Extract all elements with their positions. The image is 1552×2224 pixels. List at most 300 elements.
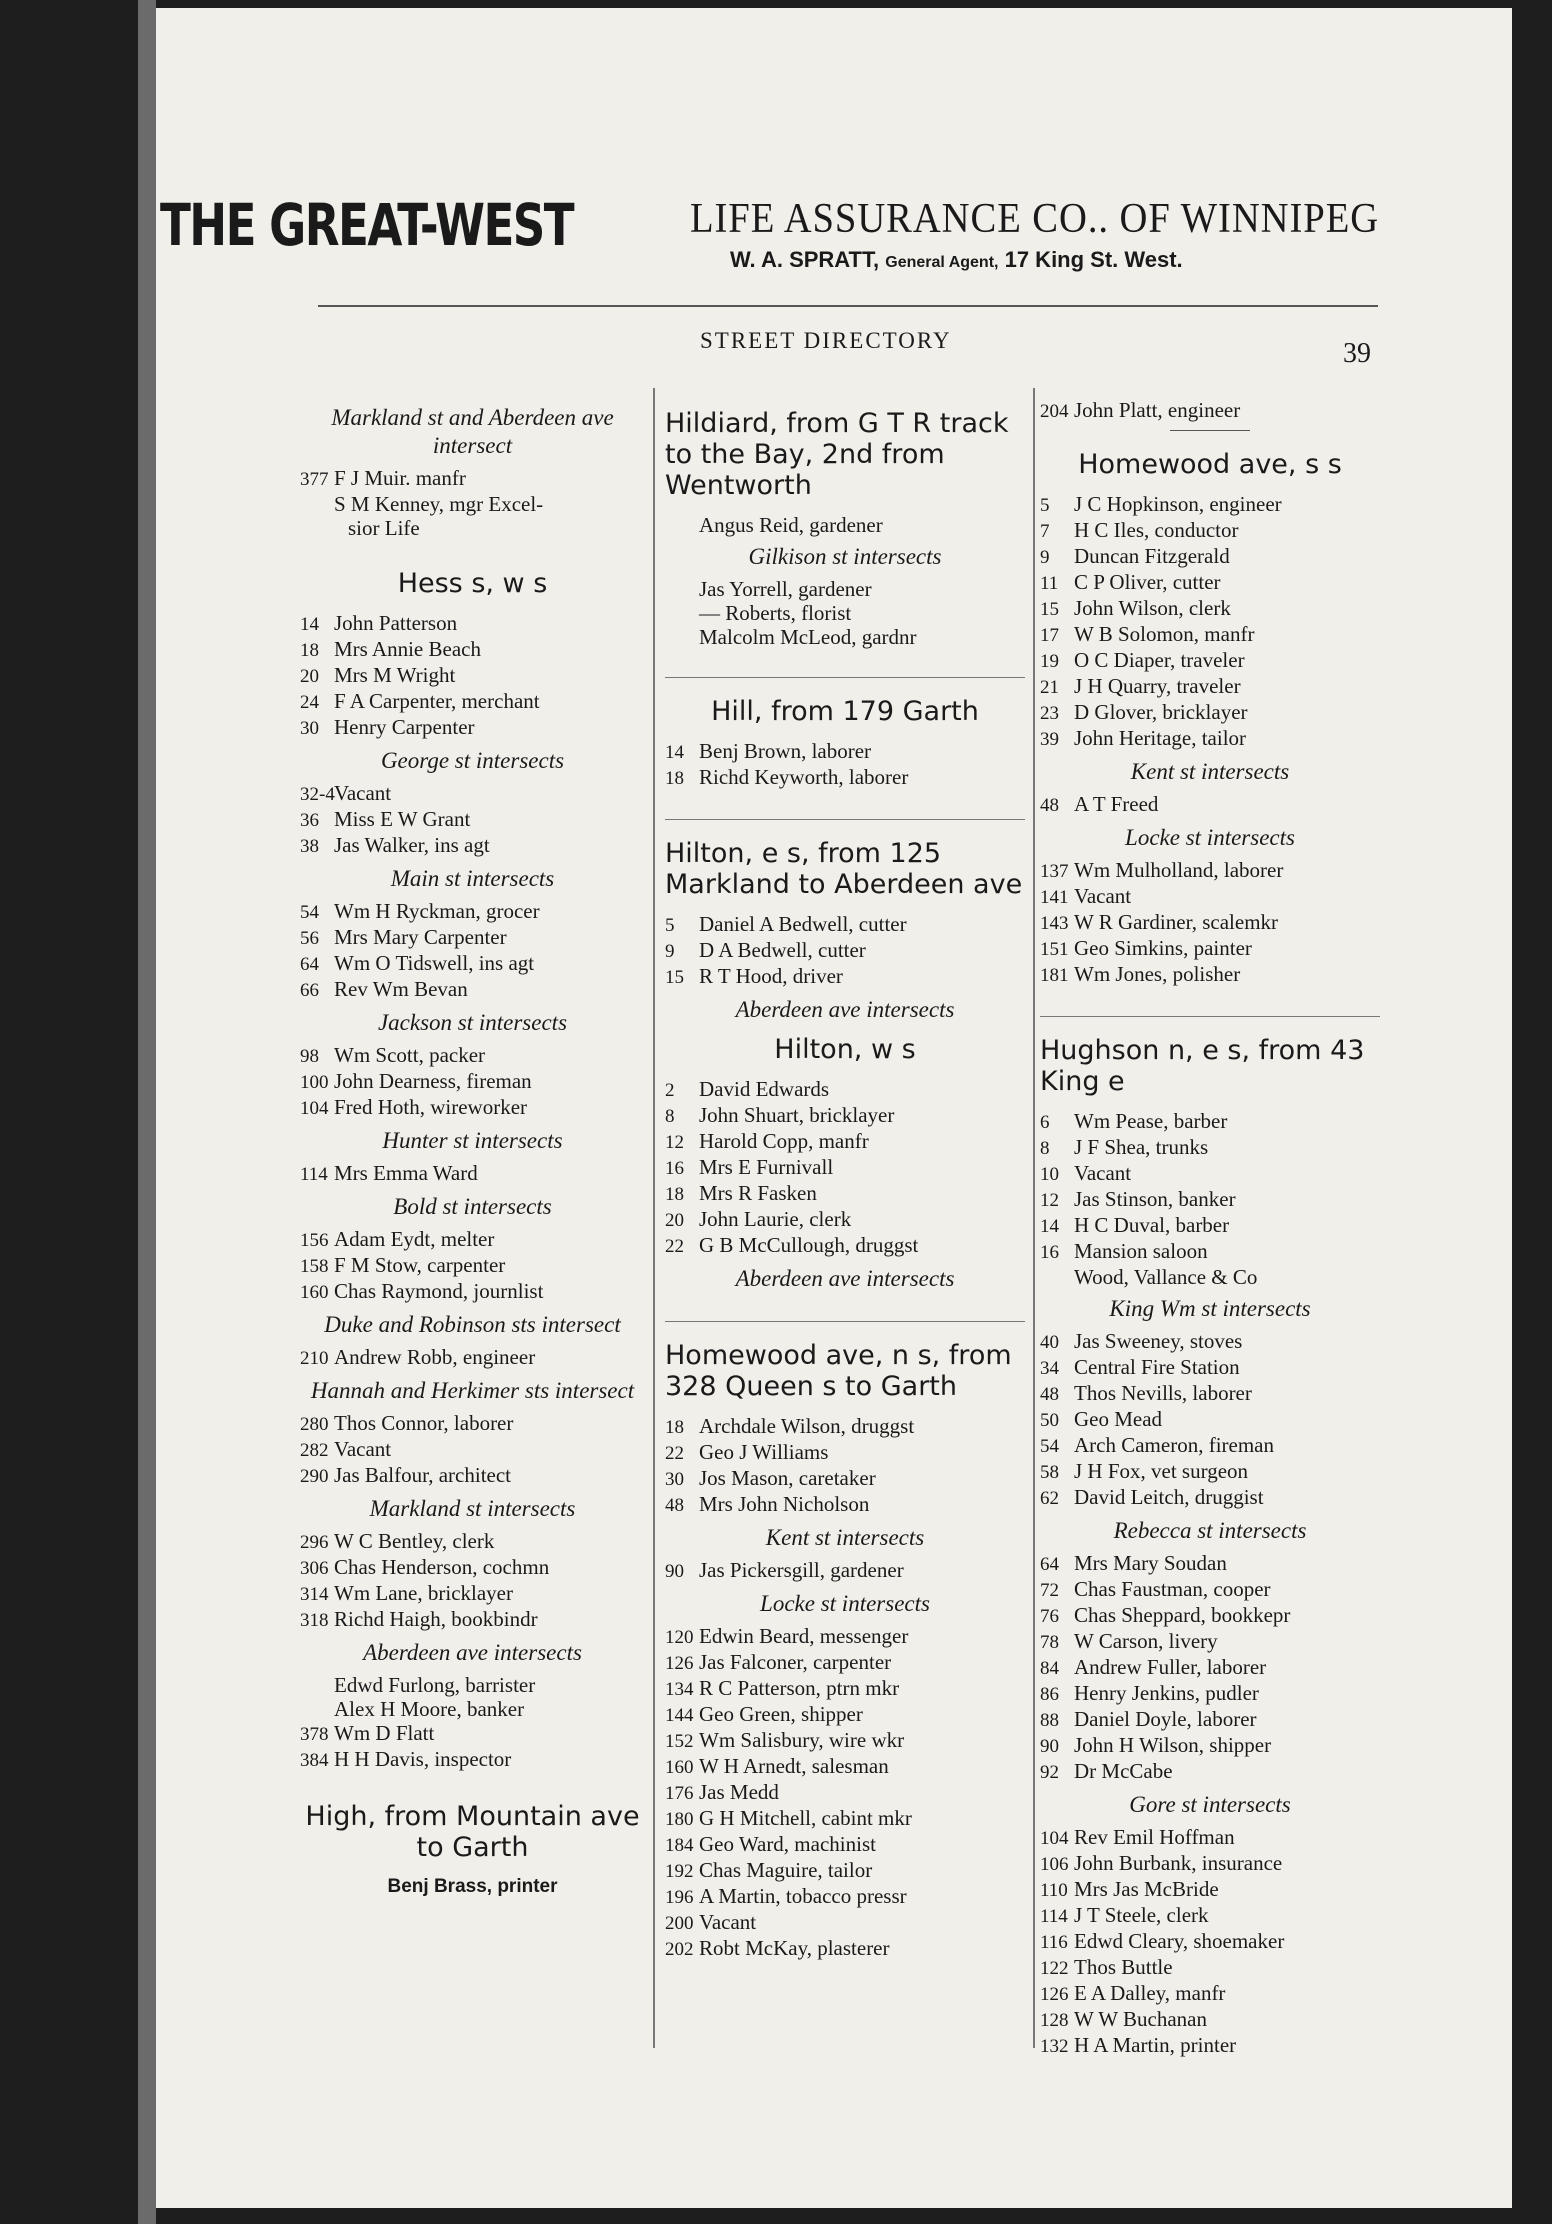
resident-name: Fred Hoth, wireworker (334, 1095, 528, 1119)
house-number: 122 (1040, 1958, 1069, 1979)
directory-entry (300, 1437, 645, 1463)
column-divider (1033, 388, 1035, 2048)
house-number: 72 (1040, 1580, 1059, 1601)
house-number: 54 (300, 902, 319, 923)
street-heading: Hilton, w s (774, 1034, 916, 1065)
street-heading: Hill, from 179 Garth (711, 696, 979, 727)
house-number: 58 (1040, 1462, 1059, 1483)
house-number: 128 (1040, 2010, 1069, 2031)
house-number: 48 (1040, 795, 1059, 816)
directory-entry (300, 899, 645, 925)
directory-entry (665, 1650, 1025, 1676)
house-number: 2 (665, 1080, 675, 1101)
house-number: 84 (1040, 1658, 1059, 1679)
house-number: 34 (1040, 1358, 1059, 1379)
street-section (300, 568, 645, 1773)
house-number: 62 (1040, 1488, 1059, 1509)
directory-entry (665, 625, 1025, 649)
resident-name: John Shuart, bricklayer (699, 1103, 895, 1127)
intersection-note: King Wm st intersects (1109, 1296, 1311, 1321)
resident-name: R C Patterson, ptrn mkr (699, 1676, 900, 1700)
resident-name: J C Hopkinson, engineer (1074, 492, 1282, 516)
house-number: 143 (1040, 913, 1069, 934)
resident-name: W Carson, livery (1074, 1629, 1218, 1653)
directory-entry (300, 689, 645, 715)
house-number: 384 (300, 1750, 329, 1771)
house-number: 196 (665, 1887, 694, 1908)
directory-entry: Benj Brass, printer (387, 1876, 558, 1897)
directory-entry (1040, 1655, 1380, 1681)
directory-entry (300, 807, 645, 833)
street-section (665, 838, 1025, 1293)
resident-name: Vacant (1074, 884, 1132, 908)
resident-name: Mrs Annie Beach (334, 637, 481, 661)
directory-entry (665, 964, 1025, 990)
resident-name: C P Oliver, cutter (1074, 570, 1221, 594)
house-number: 100 (300, 1072, 329, 1093)
short-rule (1170, 430, 1250, 431)
resident-name: W B Solomon, manfr (1074, 622, 1255, 646)
directory-entry (665, 1884, 1025, 1910)
street-heading: Hess s, w s (397, 568, 548, 599)
house-number: 6 (1040, 1112, 1050, 1133)
resident-name: Angus Reid, gardener (699, 513, 883, 537)
resident-name: John Platt, engineer (1074, 398, 1241, 422)
resident-name: Wm Mulholland, laborer (1074, 858, 1284, 882)
directory-entry (1040, 858, 1380, 884)
house-number: 16 (1040, 1242, 1059, 1263)
directory-entry (665, 938, 1025, 964)
directory-entry (665, 1558, 1025, 1584)
directory-entry (1040, 1929, 1380, 1955)
street-heading: Hughson n, e s, from 43 King e (1040, 1035, 1365, 1097)
house-number: 200 (665, 1913, 694, 1934)
house-number: 50 (1040, 1410, 1059, 1431)
resident-name: John Heritage, tailor (1074, 726, 1247, 750)
resident-name: Geo J Williams (699, 1440, 829, 1464)
directory-entry (1040, 910, 1380, 936)
resident-name: Dr McCabe (1074, 1759, 1173, 1783)
directory-entry (300, 1253, 645, 1279)
directory-entry (1040, 1187, 1380, 1213)
house-number: 32-4 (300, 784, 335, 805)
resident-name: Jas Yorrell, gardener (699, 577, 872, 601)
street-section (665, 696, 1025, 791)
resident-name: John Wilson, clerk (1074, 596, 1231, 620)
resident-name: Arch Cameron, fireman (1074, 1433, 1275, 1457)
house-number: 280 (300, 1414, 329, 1435)
directory-entry (1040, 1629, 1380, 1655)
street-section (665, 408, 1025, 649)
resident-name: Rev Wm Bevan (334, 977, 468, 1001)
resident-name: R T Hood, driver (699, 964, 843, 988)
directory-entry (665, 1624, 1025, 1650)
house-number: 12 (1040, 1190, 1059, 1211)
house-number: 18 (665, 1184, 684, 1205)
resident-name: Geo Simkins, painter (1074, 936, 1252, 960)
house-number: 181 (1040, 965, 1069, 986)
directory-entry (300, 1673, 645, 1697)
house-number: 106 (1040, 1854, 1069, 1875)
directory-entry (665, 912, 1025, 938)
directory-entry (300, 833, 645, 859)
directory-entry (1040, 1851, 1380, 1877)
directory-entry (1040, 596, 1380, 622)
resident-name: John H Wilson, shipper (1074, 1733, 1272, 1757)
house-number: 56 (300, 928, 319, 949)
street-heading: Hilton, e s, from 125 Markland to Aberdeen ave (665, 838, 1023, 900)
house-number: 48 (1040, 1384, 1059, 1405)
resident-name: John Laurie, clerk (699, 1207, 852, 1231)
house-number: 22 (665, 1236, 684, 1257)
resident-name: Vacant (699, 1910, 757, 1934)
resident-name: Wm Scott, packer (334, 1043, 486, 1067)
house-number: 30 (300, 718, 319, 739)
company-name: LIFE ASSURANCE CO.. OF WINNIPEG (690, 196, 1380, 242)
directory-entry (300, 977, 645, 1003)
resident-name: D A Bedwell, cutter (699, 938, 866, 962)
street-section (1040, 1035, 1380, 2059)
house-number: 160 (665, 1757, 694, 1778)
house-number: 54 (1040, 1436, 1059, 1457)
house-number: 38 (300, 836, 319, 857)
directory-entry (300, 1747, 645, 1773)
resident-name: Wm Lane, bricklayer (334, 1581, 513, 1605)
directory-entry (300, 611, 645, 637)
directory-entry (665, 1233, 1025, 1259)
house-number: 126 (1040, 1984, 1069, 2005)
header-rule (318, 305, 1378, 307)
house-number: 202 (665, 1939, 694, 1960)
resident-name: Chas Sheppard, bookkepr (1074, 1603, 1291, 1627)
resident-name: E A Dalley, manfr (1074, 1981, 1226, 2005)
directory-entry (1040, 1825, 1380, 1851)
directory-entry (1040, 492, 1380, 518)
directory-entry (1040, 1551, 1380, 1577)
resident-name: J F Shea, trunks (1074, 1135, 1209, 1159)
directory-entry (665, 765, 1025, 791)
resident-name: Mrs R Fasken (699, 1181, 817, 1205)
directory-entry (300, 1345, 645, 1371)
directory-entry (665, 1910, 1025, 1936)
house-number: 48 (665, 1495, 684, 1516)
street-heading: Hildiard, from G T R track to the Bay, 2nd from Wentworth (665, 408, 1009, 501)
intersection-note: Bold st intersects (393, 1194, 552, 1219)
house-number: 90 (665, 1561, 684, 1582)
resident-name: Miss E W Grant (334, 807, 471, 831)
directory-entry (1040, 544, 1380, 570)
directory-entry (1040, 1161, 1380, 1187)
directory-entry (1040, 1903, 1380, 1929)
house-number: 40 (1040, 1332, 1059, 1353)
directory-entry (665, 1936, 1025, 1962)
directory-entry (1040, 518, 1380, 544)
resident-name: Jas Walker, ins agt (334, 833, 490, 857)
house-number: 76 (1040, 1606, 1059, 1627)
house-number: 158 (300, 1256, 329, 1277)
house-number: 296 (300, 1532, 329, 1553)
resident-name: G B McCullough, druggst (699, 1233, 919, 1257)
house-number: 21 (1040, 677, 1059, 698)
directory-entry (1040, 648, 1380, 674)
house-number: 104 (300, 1098, 329, 1119)
directory-entry (1040, 1707, 1380, 1733)
directory-entry (665, 601, 1025, 625)
resident-name: — Roberts, florist (699, 601, 852, 625)
house-number: 160 (300, 1282, 329, 1303)
resident-name: Chas Henderson, cochmn (334, 1555, 550, 1579)
resident-name: Mrs John Nicholson (699, 1492, 870, 1516)
resident-name: Rev Emil Hoffman (1074, 1825, 1235, 1849)
resident-name: F A Carpenter, merchant (334, 689, 540, 713)
directory-entry (1040, 2033, 1380, 2059)
directory-entry (300, 715, 645, 741)
house-number: 92 (1040, 1762, 1059, 1783)
column-2 (665, 398, 1025, 1990)
directory-entry (1040, 1733, 1380, 1759)
directory-entry (665, 1414, 1025, 1440)
directory-entry (1040, 570, 1380, 596)
intersection-note: Main st intersects (390, 866, 555, 891)
house-number: 14 (300, 614, 319, 635)
directory-entry (665, 1103, 1025, 1129)
running-head: STREET DIRECTORY (700, 328, 952, 353)
house-number: 9 (665, 941, 675, 962)
house-number: 8 (1040, 1138, 1050, 1159)
directory-entry (665, 1858, 1025, 1884)
directory-entry (300, 1043, 645, 1069)
entry-continuation: sior Life (348, 516, 420, 540)
resident-name: W C Bentley, clerk (334, 1529, 495, 1553)
resident-name: Chas Faustman, cooper (1074, 1577, 1271, 1601)
directory-entry (665, 1129, 1025, 1155)
directory-entry (1040, 1981, 1380, 2007)
directory-entry (665, 1728, 1025, 1754)
house-number: 5 (1040, 495, 1050, 516)
house-number: 17 (1040, 625, 1059, 646)
resident-name: Richd Haigh, bookbindr (334, 1607, 538, 1631)
house-number: 39 (1040, 729, 1059, 750)
directory-entry (665, 1806, 1025, 1832)
directory-entry (1040, 1381, 1380, 1407)
street-section (1040, 398, 1380, 988)
directory-entry (665, 1832, 1025, 1858)
directory-entry (665, 1207, 1025, 1233)
directory-entry (300, 925, 645, 951)
resident-name: J H Fox, vet surgeon (1074, 1459, 1249, 1483)
resident-name: Daniel Doyle, laborer (1074, 1707, 1257, 1731)
directory-entry (1040, 1109, 1380, 1135)
directory-entry (665, 1702, 1025, 1728)
directory-entry (1040, 726, 1380, 752)
binding-spine (138, 0, 156, 2224)
directory-entry (1040, 1433, 1380, 1459)
resident-name: Wm O Tidswell, ins agt (334, 951, 535, 975)
directory-entry (300, 1279, 645, 1305)
house-number: 120 (665, 1627, 694, 1648)
house-number: 132 (1040, 2036, 1069, 2057)
house-number: 184 (665, 1835, 694, 1856)
directory-entry (665, 1181, 1025, 1207)
resident-name: W H Arnedt, salesman (699, 1754, 889, 1778)
resident-name: John Dearness, fireman (334, 1069, 532, 1093)
directory-entry (1040, 884, 1380, 910)
house-number: 14 (665, 742, 684, 763)
directory-entry (1040, 936, 1380, 962)
house-number: 30 (665, 1469, 684, 1490)
house-number: 19 (1040, 651, 1059, 672)
house-number: 66 (300, 980, 319, 1001)
resident-name: Andrew Fuller, laborer (1074, 1655, 1267, 1679)
house-number: 114 (300, 1164, 328, 1185)
directory-entry (1040, 622, 1380, 648)
resident-name: Richd Keyworth, laborer (699, 765, 909, 789)
intersection-note: Locke st intersects (760, 1591, 930, 1616)
directory-entry (1040, 1213, 1380, 1239)
directory-entry (665, 739, 1025, 765)
resident-name: Chas Raymond, journlist (334, 1279, 544, 1303)
house-number: 22 (665, 1443, 684, 1464)
section-rule (665, 1321, 1025, 1322)
resident-name: J T Steele, clerk (1074, 1903, 1209, 1927)
intersection-note: George st intersects (380, 748, 565, 773)
house-number: 90 (1040, 1736, 1059, 1757)
house-number: 12 (665, 1132, 684, 1153)
house-number: 15 (1040, 599, 1059, 620)
directory-entry (1040, 1577, 1380, 1603)
directory-entry (1040, 1407, 1380, 1433)
directory-entry (665, 1780, 1025, 1806)
directory-entry (1040, 1329, 1380, 1355)
directory-entry (300, 1721, 645, 1747)
directory-entry (1040, 1681, 1380, 1707)
house-number: 18 (665, 1417, 684, 1438)
house-number: 126 (665, 1653, 694, 1674)
street-section (300, 1801, 645, 1899)
resident-name: Central Fire Station (1074, 1355, 1240, 1379)
directory-entry (300, 1581, 645, 1607)
directory-entry (1040, 1759, 1380, 1785)
resident-name: Jos Mason, caretaker (699, 1466, 876, 1490)
intersection-note: Jackson st intersects (377, 1010, 568, 1035)
street-section (665, 1340, 1025, 1962)
intersection-note: Kent st intersects (1130, 759, 1290, 784)
house-number: 98 (300, 1046, 319, 1067)
directory-entry (1040, 1459, 1380, 1485)
house-number: 104 (1040, 1828, 1069, 1849)
intersection-note: Markland st and Aberdeen ave intersect (331, 405, 614, 458)
directory-entry (665, 1492, 1025, 1518)
intersection-note: Aberdeen ave intersects (735, 997, 955, 1022)
house-number: 23 (1040, 703, 1059, 724)
resident-name: Mansion saloon (1074, 1239, 1208, 1263)
resident-name: Harold Copp, manfr (699, 1129, 869, 1153)
house-number: 110 (1040, 1880, 1068, 1901)
directory-entry (665, 1440, 1025, 1466)
resident-name: Edwin Beard, messenger (699, 1624, 909, 1648)
house-number: 134 (665, 1679, 694, 1700)
resident-name: Geo Green, shipper (699, 1702, 863, 1726)
resident-name: Jas Stinson, banker (1074, 1187, 1236, 1211)
house-number: 18 (665, 768, 684, 789)
house-number: 318 (300, 1610, 329, 1631)
directory-entry (665, 1466, 1025, 1492)
directory-entry (300, 1227, 645, 1253)
directory-entry (665, 1754, 1025, 1780)
resident-name: Edwd Cleary, shoemaker (1074, 1929, 1285, 1953)
page-number: 39 (1343, 338, 1371, 369)
directory-entry (1040, 1239, 1380, 1265)
resident-name: Wm Salisbury, wire wkr (699, 1728, 905, 1752)
directory-entry (1040, 674, 1380, 700)
directory-entry (300, 1095, 645, 1121)
directory-entry (300, 1607, 645, 1633)
intersection-note: Gore st intersects (1129, 1792, 1291, 1817)
directory-entry (300, 1069, 645, 1095)
resident-name: Thos Nevills, laborer (1074, 1381, 1252, 1405)
resident-name: Wm Jones, polisher (1074, 962, 1241, 986)
resident-name: David Edwards (699, 1077, 830, 1101)
directory-entry (665, 1155, 1025, 1181)
resident-name: Andrew Robb, engineer (334, 1345, 536, 1369)
resident-name: Mrs E Furnivall (699, 1155, 834, 1179)
column-1 (300, 398, 645, 1927)
intersection-note: Hannah and Herkimer sts intersect (310, 1378, 635, 1403)
resident-name: Henry Carpenter (334, 715, 475, 739)
house-number: 86 (1040, 1684, 1059, 1705)
house-number: 11 (1040, 573, 1059, 594)
street-heading: Homewood ave, n s, from 328 Queen s to Garth (665, 1340, 1012, 1402)
intersection-note: Duke and Robinson sts intersect (324, 1312, 621, 1337)
directory-entry (1040, 1135, 1380, 1161)
resident-name: Geo Mead (1074, 1407, 1163, 1431)
house-number: 88 (1040, 1710, 1059, 1731)
resident-name: Daniel A Bedwell, cutter (699, 912, 907, 936)
house-number: 377 (300, 469, 329, 490)
resident-name: Edwd Furlong, barrister (334, 1673, 536, 1697)
directory-entry (1040, 1485, 1380, 1511)
house-number: 378 (300, 1724, 329, 1745)
resident-name: Thos Connor, laborer (334, 1411, 514, 1435)
section-rule (665, 677, 1025, 678)
resident-name: Robt McKay, plasterer (699, 1936, 890, 1960)
intersection-note: Aberdeen ave intersects (363, 1640, 582, 1665)
resident-name: Chas Maguire, tailor (699, 1858, 873, 1882)
house-number: 8 (665, 1106, 675, 1127)
street-section (300, 404, 645, 540)
directory-entry (1040, 398, 1380, 424)
house-number: 152 (665, 1731, 694, 1752)
house-number: 36 (300, 810, 319, 831)
resident-name: Jas Pickersgill, gardener (699, 1558, 904, 1582)
house-number: 64 (1040, 1554, 1059, 1575)
resident-name: Jas Falconer, carpenter (699, 1650, 892, 1674)
resident-name: Mrs Mary Soudan (1074, 1551, 1227, 1575)
resident-name: Geo Ward, machinist (699, 1832, 876, 1856)
house-number: 114 (1040, 1906, 1068, 1927)
directory-entry (300, 1529, 645, 1555)
directory-entry (300, 1463, 645, 1489)
directory-entry (1040, 1355, 1380, 1381)
resident-name: O C Diaper, traveler (1074, 648, 1245, 672)
resident-name: John Burbank, insurance (1074, 1851, 1283, 1875)
resident-name: H C Iles, conductor (1074, 518, 1239, 542)
resident-name: W W Buchanan (1074, 2007, 1207, 2031)
resident-name: Mrs Mary Carpenter (334, 925, 507, 949)
intersection-note: Locke st intersects (1125, 825, 1295, 850)
resident-name: Vacant (1074, 1161, 1132, 1185)
resident-name: Mrs M Wright (334, 663, 456, 687)
